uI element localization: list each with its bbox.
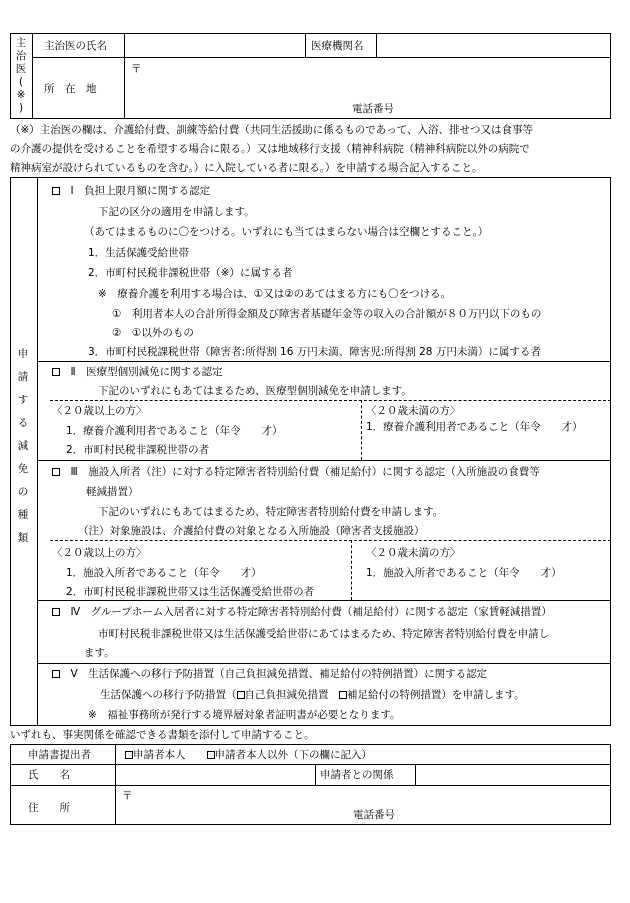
physician-phone-label: 電話番号 bbox=[352, 103, 394, 115]
attachment-note: いずれも、事実関係を確認できる書類を添付して申請すること。 bbox=[10, 729, 315, 741]
divider bbox=[37, 600, 611, 601]
divider bbox=[305, 33, 306, 57]
submitter-postal-mark: 〒 bbox=[122, 790, 133, 802]
submitter-options: 申請者本人 申請者本人以外（下の欄に記入） bbox=[125, 748, 372, 762]
supplement-special-checkbox[interactable] bbox=[339, 691, 347, 699]
s3-left-item-2: 2．市町村民税非課税世帯又は生活保護受給世帯の者 bbox=[66, 586, 315, 598]
submitter-name-field[interactable] bbox=[117, 766, 313, 784]
divider bbox=[115, 744, 116, 825]
divider bbox=[37, 663, 611, 664]
s1-option-3: 3．市町村民税課税世帯（障害者:所得割 16 万円未満、障害児:所得割 28 万円未満）に属する者 bbox=[88, 346, 541, 358]
s1-sub-option-2: ② ①以外のもの bbox=[112, 327, 194, 339]
institution-label: 医療機関名 bbox=[311, 40, 364, 52]
s2-right-heading: 〈２０歳未満の方〉 bbox=[366, 405, 461, 417]
relation-field[interactable] bbox=[417, 766, 609, 784]
institution-field[interactable] bbox=[378, 35, 609, 55]
section-4-checkbox[interactable] bbox=[52, 608, 60, 616]
s2-line: 下記のいずれにもあてはまるため、医療型個別減免を申請します。 bbox=[98, 385, 412, 397]
section-2-title: Ⅱ 医療型個別減免に関する認定 bbox=[52, 365, 223, 379]
submitter-self-checkbox[interactable] bbox=[125, 751, 133, 759]
s1-sub-option-1: ① 利用者本人の合計所得金額及び障害者基礎年金等の収入の合計額が８０万円以下のもの bbox=[112, 308, 542, 320]
s1-line: 下記の区分の適用を申請します。 bbox=[98, 206, 255, 218]
divider bbox=[32, 33, 33, 119]
physician-side-label: 主 治 医 ( ※ ) bbox=[15, 37, 27, 114]
s4-line: 市町村民税非課税世帯又は生活保護受給世帯にあてはまるため、特定障害者特別給付費を申請し bbox=[98, 628, 550, 640]
s5-note: ※ 福祉事務所が発行する境界層対象者証明書が必要となります。 bbox=[88, 709, 401, 721]
section-1-title: Ⅰ 負担上限月額に関する認定 bbox=[52, 184, 210, 198]
divider bbox=[37, 460, 611, 461]
s4-line: ます。 bbox=[84, 647, 115, 659]
s3-line: 下記のいずれにもあてはまるため、特定障害者特別給付費を申請します。 bbox=[98, 506, 444, 518]
s3-left-item-1: 1．施設入所者であること（年令 才） bbox=[66, 567, 262, 579]
relation-label: 申請者との関係 bbox=[320, 769, 394, 781]
physician-name-field[interactable] bbox=[126, 35, 303, 55]
physician-note-line-3: 精神病室が設けられているものを含む。）に入院している者に限る。）を申請する場合記入すること。 bbox=[10, 162, 483, 174]
submitter-address-label: 住 所 bbox=[28, 802, 70, 814]
s3-right-heading: 〈２０歳未満の方〉 bbox=[366, 547, 461, 559]
divider bbox=[376, 33, 377, 57]
submitter-other-checkbox[interactable] bbox=[207, 751, 215, 759]
submitter-label: 申請書提出者 bbox=[28, 749, 91, 761]
section-2-checkbox[interactable] bbox=[52, 368, 60, 376]
s3-right-item-1: 1．施設入所者であること（年令 才） bbox=[366, 567, 562, 579]
section-5-checkbox[interactable] bbox=[52, 670, 60, 678]
divider bbox=[37, 361, 611, 362]
physician-note-line-2: の介護の提供を受けることを希望する場合に限る。）又は地域移行支援（精神科病院（精神科病院以外の病院で bbox=[10, 143, 530, 155]
physician-name-label: 主治医の氏名 bbox=[44, 40, 107, 52]
divider bbox=[32, 57, 611, 58]
divider bbox=[50, 540, 611, 541]
section-3-checkbox[interactable] bbox=[52, 468, 60, 476]
s3-title-cont: 軽減措置） bbox=[86, 486, 139, 498]
divider bbox=[10, 764, 611, 765]
section-1-checkbox[interactable] bbox=[52, 187, 60, 195]
submitter-phone-label: 電話番号 bbox=[353, 809, 395, 821]
divider bbox=[315, 764, 316, 785]
s3-left-heading: 〈２０歳以上の方〉 bbox=[52, 547, 147, 559]
s3-note: （注）対象施設は、介護給付費の対象となる入所施設（障害者支援施設） bbox=[78, 525, 425, 537]
s1-option-2: 2．市町村民税非課税世帯（※）に属する者 bbox=[88, 267, 293, 279]
divider bbox=[361, 400, 362, 460]
divider bbox=[50, 400, 611, 401]
physician-address-label: 所 在 地 bbox=[44, 83, 97, 95]
section-4-title: Ⅳ グループホーム入居者に対する特定障害者特別給付費（補足給付）に関する認定（家賃軽減措置） bbox=[52, 605, 552, 619]
s1-option-1: 1．生活保護受給世帯 bbox=[88, 247, 190, 259]
exemption-side-label: 申 請 す る 減 免 の 種 類 bbox=[17, 348, 29, 544]
divider bbox=[351, 540, 352, 600]
section-5-title: Ⅴ 生活保護への移行予防措置（自己負担減免措置、補足給付の特例措置）に関する認定 bbox=[52, 667, 487, 681]
s5-line: 生活保護への移行予防措置（ 自己負担減免措置 補足給付の特例措置）を申請します。 bbox=[100, 689, 525, 701]
divider bbox=[37, 177, 38, 726]
s1-note: ※ 療養介護を利用する場合は、①又は②のあてはまる方にも〇をつける。 bbox=[98, 288, 452, 300]
s1-line: （あてはまるものに〇をつける。いずれにも当てはまらない場合は空欄とすること。） bbox=[84, 226, 489, 238]
physician-note-line-1: （※）主治医の欄は、介護給付費、訓練等給付費（共同生活援助に係るものであって、入浴、排せつ又は食事等 bbox=[10, 124, 533, 136]
s2-left-item-2: 2．市町村民税非課税世帯の者 bbox=[66, 444, 210, 456]
s2-right-item-1: 1．療養介護利用者であること（年令 才） bbox=[366, 421, 583, 433]
section-3-title: Ⅲ 施設入所者（注）に対する特定障害者特別給付費（補足給付）に関する認定（入所施設の食費等 bbox=[52, 465, 540, 479]
self-burden-checkbox[interactable] bbox=[237, 691, 245, 699]
divider bbox=[415, 764, 416, 785]
physician-postal-mark: 〒 bbox=[131, 63, 142, 75]
divider bbox=[124, 33, 125, 119]
s2-left-heading: 〈２０歳以上の方〉 bbox=[52, 405, 147, 417]
submitter-name-label: 氏 名 bbox=[28, 769, 70, 781]
divider bbox=[10, 785, 611, 786]
s2-left-item-1: 1．療養介護利用者であること（年令 才） bbox=[66, 425, 283, 437]
